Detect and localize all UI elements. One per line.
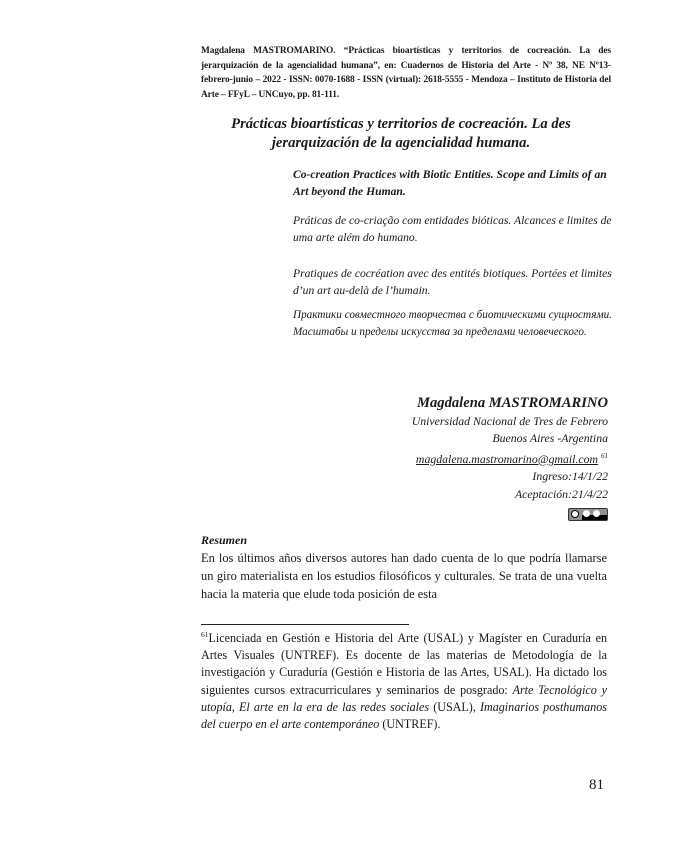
footnote-text: Licenciada en Gestión e Historia del Arte (USAL) y Magíster en Curaduría en Artes Visuales (UNTREF). Es docente de las materias de Metodología de la investigación y Curaduría (Gestión e Historia de las Artes, USAL). Ha dictado los siguientes cursos extracurriculares y seminarios de posgrado: [201, 631, 607, 697]
footnote-divider [201, 624, 409, 625]
received-date: Ingreso:14/1/22 [532, 469, 608, 484]
article-title: Prácticas bioartísticas y territorios de cocreación. La des jerarquización de la agencialidad humana. [231, 116, 571, 151]
title-portuguese: Práticas de co-criação com entidades bióticas. Alcances e limites de uma arte além do humano. [293, 214, 612, 244]
abstract-text: En los últimos años diversos autores han dado cuenta de lo que podría llamarse un giro materialista en los estudios filosóficos y culturales. Se trata de una vuelta hacia la materia que elude toda posición de esta [201, 551, 607, 601]
author-name: Magdalena MASTROMARINO [417, 395, 608, 411]
author-block [308, 394, 608, 521]
abstract-heading: Resumen [201, 533, 248, 547]
footnote-course-title: El arte en la era de las redes sociales [239, 699, 430, 714]
footnote-course-title: Arte Tecnológico y utopía [201, 682, 607, 714]
footnote-reference[interactable]: 61 [601, 451, 608, 460]
author-location: Buenos Aires -Argentina [492, 431, 608, 446]
author-affiliation: Universidad Nacional de Tres de Febrero [411, 414, 608, 428]
footnote-course-title: Imaginarios posthumanos del cuerpo en el arte contemporáneo [201, 699, 607, 732]
citation-header: Magdalena MASTROMARINO. “Prácticas bioartísticas y territorios de cocreación. La des jerarquización de la agencialidad humana”, en: Cuadernos de Historia del Arte - Nº 38, NE Nº13- febrero-junio – 2022 - ISSN: 0070-1688 - ISSN (virtual): 2618-5555 - Mendoza – Instituto de Historia del Arte – FFyL – UNCuyo, pp. 81-111. [201, 46, 611, 100]
accepted-date: Aceptación:21/4/22 [514, 486, 608, 501]
footnote-number: 61 [201, 629, 209, 639]
title-french: Pratiques de cocréation avec des entités biotiques. Portées et limites d’un art au-delà de l’humain. [293, 267, 612, 297]
title-english: Co-creation Practices with Biotic Entities. Scope and Limits of an Art beyond the Human. [293, 168, 607, 198]
page-number: 81 [589, 777, 604, 793]
footnote: $^{61}$Licenciada en Gestión e Historia del Arte (USAL) y Magíster en Curaduría en Artes Visuales (UNTREF). Es docente de las materias de Metodología de la investigación y Curaduría (Gestión e Historia de las Artes, USAL). Ha dictado los siguientes cursos extracurriculares y seminarios de posgrado: Arte Tecnológico y utopía, El arte en la era de las redes sociales (USAL), Imaginarios posthumanos del cuerpo en el arte contemporáneo (UNTREF). [201, 629, 607, 732]
cc-license-icon[interactable] [568, 508, 608, 521]
title-russian: Практики совместного творчества с биотическими сущностями. Масштабы и пределы искусства за пределами человеческого. [293, 309, 612, 338]
author-email-link[interactable]: magdalena.mastromarino@gmail.com [415, 451, 599, 466]
